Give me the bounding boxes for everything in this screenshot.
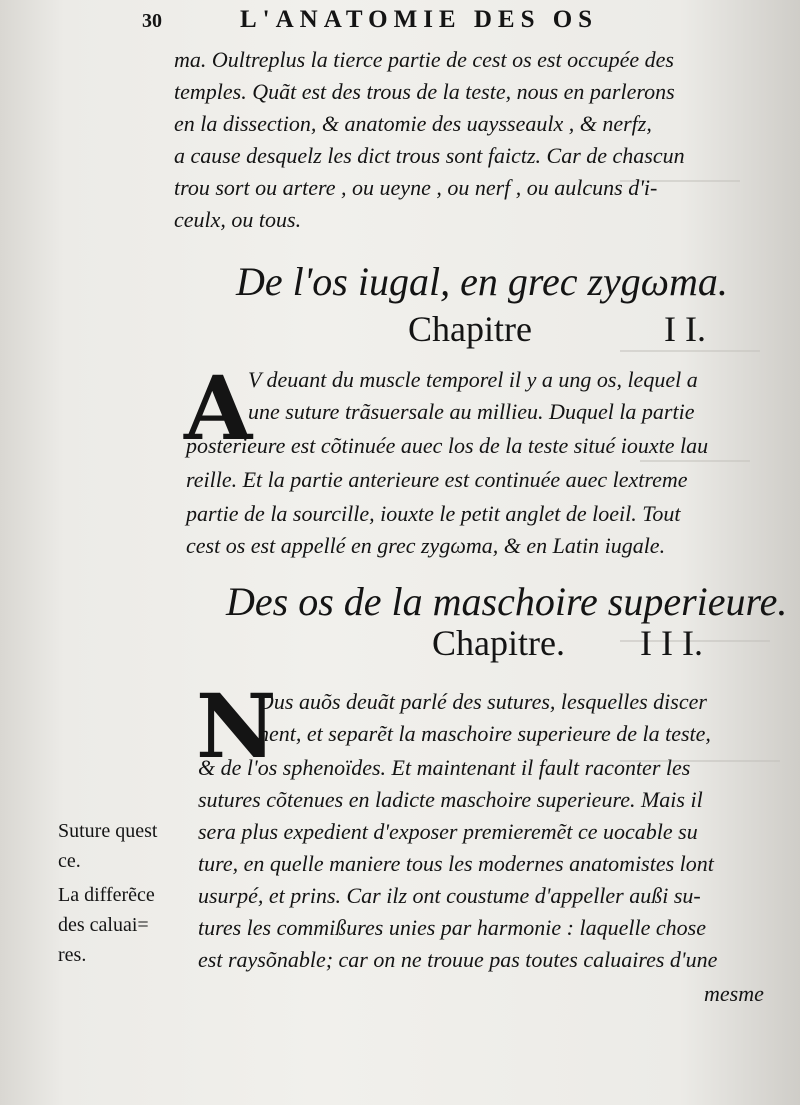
text-line: usurpé, et prins. Car ilz ont coustume d'appeller außi su-: [198, 883, 701, 908]
text-line: & de l'os sphenoïdes. Et maintenant il fault raconter les: [198, 755, 691, 780]
text-line: V deuant du muscle temporel il y a ung os, lequel a: [248, 367, 698, 392]
margin-note: des caluai=: [58, 914, 149, 936]
section-heading: Des os de la maschoire superieure.: [226, 579, 788, 624]
margin-note: ce.: [58, 850, 81, 872]
chapter-label: Chapitre.: [432, 623, 565, 663]
chapter-label: Chapitre: [408, 309, 532, 349]
text-line: sera plus expedient d'exposer premieremẽt ce uocable su: [198, 819, 698, 844]
drop-cap: A: [184, 356, 253, 460]
page-number: 30: [142, 10, 162, 32]
text-line: ma. Oultreplus la tierce partie de cest os est occupée des: [174, 47, 674, 72]
text-line: trou sort ou artere , ou ueyne , ou nerf , ou aulcuns d'i-: [174, 175, 658, 200]
running-head: [128, 6, 768, 40]
text-line: partie de la sourcille, iouxte le petit anglet de loeil. Tout: [186, 501, 681, 526]
text-line: temples. Quãt est des trous de la teste, nous en parlerons: [174, 79, 675, 104]
text-line: ceulx, ou tous.: [174, 207, 302, 232]
chapter-number: I I I.: [640, 623, 703, 663]
text-line: une suture trãsuersale au millieu. Duquel la partie: [248, 399, 695, 424]
text-line: est raysõnable; car on ne trouue pas toutes caluaires d'une: [198, 947, 718, 972]
drop-cap: N: [196, 674, 277, 778]
text-line: reille. Et la partie anterieure est continuée auec lextreme: [186, 467, 688, 492]
text-line: cest os est appellé en grec zygωma, & en Latin iugale.: [186, 533, 666, 558]
text-line: posterieure est cõtinuée auec los de la teste situé iouxte lau: [186, 433, 709, 458]
text-line: ture, en quelle maniere tous les modernes anatomistes lont: [198, 851, 714, 876]
margin-note: La differẽce: [58, 884, 155, 906]
margin-note: res.: [58, 944, 87, 966]
chapter-number: I I.: [664, 309, 706, 349]
section-heading: De l'os iugal, en grec zygωma.: [236, 259, 728, 304]
catchword: mesme: [704, 981, 764, 1006]
running-title: L'ANATOMIE DES OS: [240, 6, 599, 33]
text-line: Ous auõs deuãt parlé des sutures, lesquelles discer: [258, 689, 707, 714]
text-line: sutures cõtenues en ladicte maschoire superieure. Mais il: [198, 787, 703, 812]
margin-note: Suture quest: [58, 820, 158, 842]
text-line: en la dissection, & anatomie des uaysseaulx , & nerfz,: [174, 111, 652, 136]
text-line: nent, et separẽt la maschoire superieure de la teste,: [258, 721, 711, 746]
text-line: tures les commißures unies par harmonie : laquelle chose: [198, 915, 706, 940]
text-line: a cause desquelz les dict trous sont faictz. Car de chascun: [174, 143, 685, 168]
